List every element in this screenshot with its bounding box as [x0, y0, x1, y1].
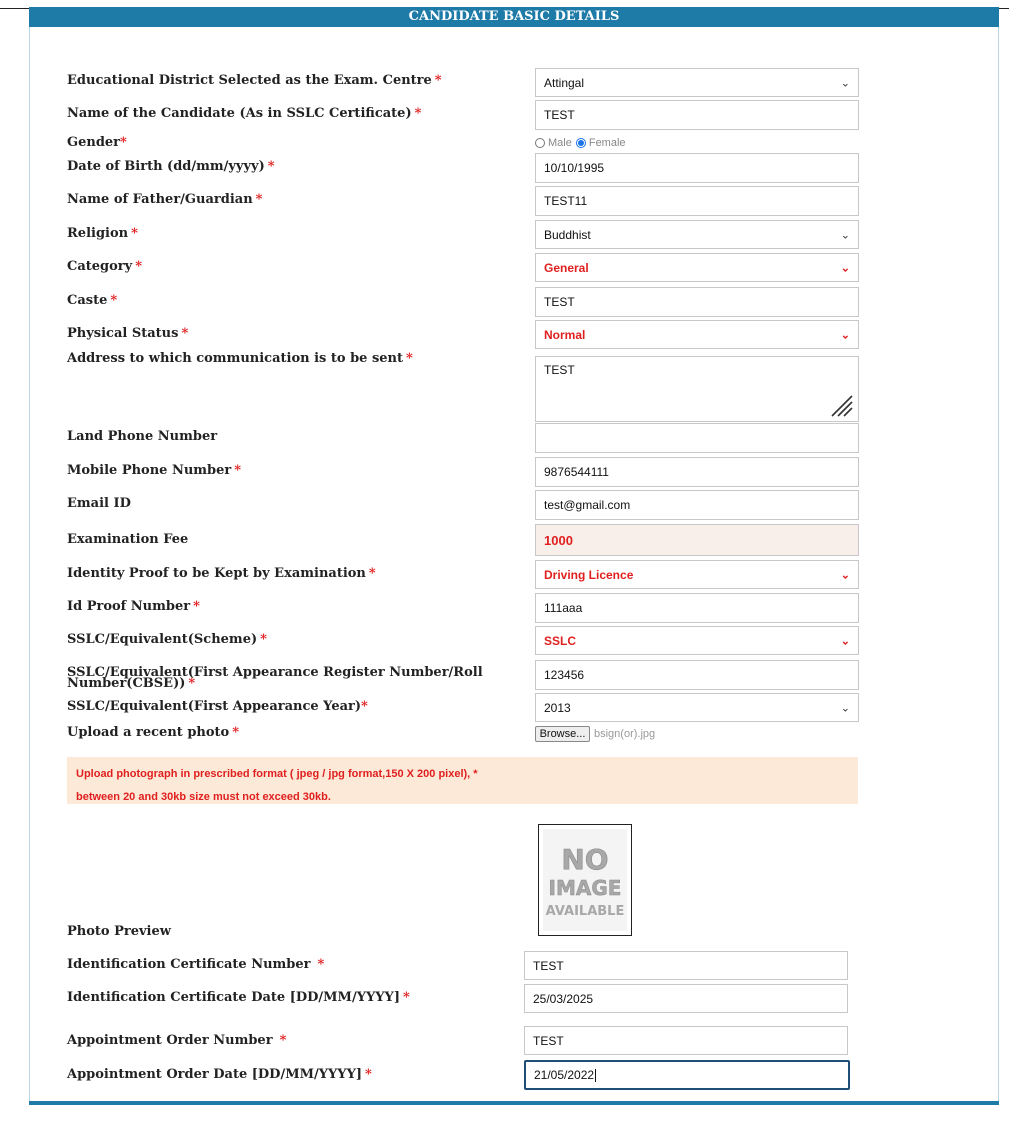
category-select[interactable]: General ⌄ [535, 253, 859, 282]
gender-female-radio[interactable] [576, 138, 586, 148]
no-image-text-3: AVAILABLE [545, 904, 625, 919]
upload-photo-label: Upload a recent photo * [67, 725, 240, 740]
id-proof-select[interactable]: Driving Licence ⌄ [535, 560, 859, 589]
sslc-year-select[interactable]: 2013 ⌄ [535, 693, 859, 722]
no-image-text-2: IMAGE [548, 876, 622, 900]
name-label: Name of the Candidate (As in SSLC Certificate) * [67, 106, 422, 121]
sslc-scheme-select[interactable]: SSLC ⌄ [535, 626, 859, 655]
email-label: Email ID [67, 496, 131, 511]
gender-male-label: Male [548, 137, 572, 149]
ident-cert-number-input[interactable]: TEST [524, 951, 848, 980]
id-number-label: Id Proof Number * [67, 599, 200, 614]
photo-note-line1: Upload photograph in prescribed format ( jpeg / jpg format,150 X 200 pixel), * [76, 768, 478, 780]
text-cursor [595, 1069, 596, 1082]
physical-status-label: Physical Status * [67, 326, 189, 341]
chevron-down-icon: ⌄ [840, 262, 850, 274]
sslc-scheme-label: SSLC/Equivalent(Scheme) * [67, 632, 267, 647]
photo-format-note [67, 757, 858, 804]
chevron-down-icon: ⌄ [840, 229, 850, 241]
sslc-year-label: SSLC/Equivalent(First Appearance Year)* [67, 699, 368, 714]
chevron-down-icon: ⌄ [840, 635, 850, 647]
gender-radio-group [535, 137, 626, 149]
dob-input[interactable]: 10/10/1995 [535, 153, 859, 183]
appointment-date-label: Appointment Order Date [DD/MM/YYYY] * [67, 1067, 372, 1082]
ident-cert-date-label: Identification Certificate Date [DD/MM/YYYY] * [67, 990, 410, 1005]
physical-status-select[interactable]: Normal ⌄ [535, 320, 859, 349]
mobile-input[interactable]: 9876544111 [535, 457, 859, 487]
photo-preview-label: Photo Preview [67, 924, 171, 939]
religion-label: Religion * [67, 226, 138, 241]
chevron-down-icon: ⌄ [840, 77, 850, 89]
gender-male-radio[interactable] [535, 138, 545, 148]
chevron-down-icon: ⌄ [840, 329, 850, 341]
sslc-register-input[interactable]: 123456 [535, 660, 859, 690]
chevron-down-icon: ⌄ [840, 569, 850, 581]
address-textarea[interactable]: TEST [535, 356, 859, 422]
caste-input[interactable]: TEST [535, 287, 859, 317]
selected-file-name: bsign(or).jpg [594, 728, 656, 740]
no-image-text-1: NO [561, 843, 609, 876]
ident-cert-date-input[interactable]: 25/03/2025 [524, 984, 848, 1013]
district-label: Educational District Selected as the Exam. Centre * [67, 73, 442, 88]
section-header: CANDIDATE BASIC DETAILS [29, 7, 999, 27]
fee-label: Examination Fee [67, 532, 189, 547]
appointment-number-label: Appointment Order Number * [67, 1033, 287, 1048]
appointment-date-input[interactable]: 21/05/2022 [524, 1060, 850, 1090]
religion-select[interactable]: Buddhist ⌄ [535, 220, 859, 249]
no-image-placeholder [539, 825, 631, 935]
email-input[interactable]: test@gmail.com [535, 490, 859, 520]
father-label: Name of Father/Guardian * [67, 192, 263, 207]
ident-cert-number-label: Identification Certificate Number * [67, 957, 325, 972]
gender-female-label: Female [588, 137, 626, 149]
photo-preview-image [538, 824, 632, 936]
fee-value: 1000 [535, 524, 859, 556]
address-label: Address to which communication is to be sent * [67, 351, 413, 366]
caste-label: Caste * [67, 293, 118, 308]
sslc-register-label: SSLC/Equivalent(First Appearance Register Number/Roll Number(CBSE)) * [67, 665, 483, 691]
id-proof-label: Identity Proof to be Kept by Examination * [67, 566, 376, 581]
gender-label: Gender* [67, 135, 127, 150]
dob-label: Date of Birth (dd/mm/yyyy) * [67, 159, 275, 174]
name-input[interactable]: TEST [535, 100, 859, 130]
browse-button[interactable]: Browse... [535, 726, 590, 742]
appointment-number-input[interactable]: TEST [524, 1026, 848, 1055]
father-input[interactable]: TEST11 [535, 186, 859, 216]
photo-note-line2: between 20 and 30kb size must not exceed 30kb. [76, 791, 331, 803]
land-phone-input[interactable] [535, 423, 859, 453]
panel-bottom-bar [29, 1101, 999, 1105]
district-select[interactable]: Attingal ⌄ [535, 68, 859, 97]
land-phone-label: Land Phone Number [67, 429, 218, 444]
chevron-down-icon: ⌄ [840, 702, 850, 714]
mobile-label: Mobile Phone Number * [67, 463, 242, 478]
resize-grip-icon[interactable] [830, 394, 854, 418]
id-number-input[interactable]: 111aaa [535, 593, 859, 623]
category-label: Category * [67, 259, 143, 274]
